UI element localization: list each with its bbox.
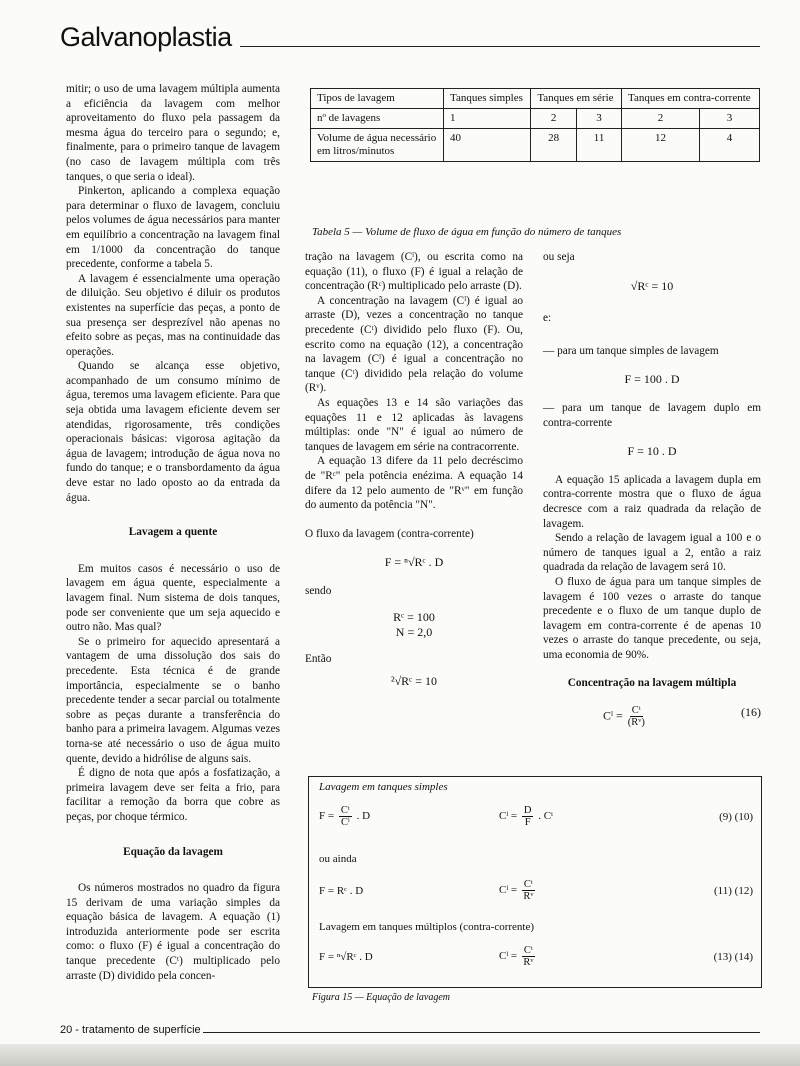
paragraph: A equação 13 difere da 11 pelo decréscimo de "Rᶜ" pela potência enézima. A equação 14 difere da 12 pelo aumento de "Rᵛ" em função do aumento da potência "N".	[305, 455, 523, 512]
fraction	[522, 879, 535, 902]
footer-text: 20 - tratamento de superfície	[60, 1024, 201, 1036]
page-footer	[60, 1024, 760, 1036]
page-header	[60, 22, 760, 53]
equation: √Rᶜ = 10	[630, 278, 674, 293]
table-cell: 28	[531, 129, 577, 162]
numerator: Cᵗ	[523, 879, 533, 890]
equation: F = 100 . D	[624, 372, 680, 387]
equation-lhs: Cˡ =	[499, 810, 518, 823]
paragraph: e:	[543, 312, 552, 325]
table-cell: nº de lavagens	[311, 109, 444, 129]
paragraph: tração na lavagem (Cˡ), ou escrita como na equação (11), o fluxo (F) é igual a relação de concentração (Rᶜ) multiplicado pelo arraste (D).	[305, 251, 523, 293]
table-header-row	[311, 89, 760, 109]
equation: F = 10 . D	[627, 444, 677, 459]
table-cell: 12	[622, 129, 700, 162]
table-cell: 2	[622, 109, 700, 129]
numerator: Cᵗ	[340, 805, 350, 816]
figure-15-box	[308, 776, 762, 988]
equation-lhs: Cˡ =	[499, 884, 518, 897]
equation-lhs: F =	[319, 810, 335, 823]
paragraph: Quando se alcança esse objetivo, acompanhado de um consumo mínimo de água, teremos uma lavagem eficiente. Para que seja obtida uma lavagem eficiente devem ser atendidas, rigorosamente, três condições operacionais básicas: vigorosa agitação da água de lavagem; introdução de água nova no fundo do tanque; e o transbordamento da água deve estar no lado oposto ao da entrada da água.	[66, 360, 280, 504]
denominator: (Rᵛ)	[627, 717, 645, 729]
paragraph: A lavagem é essencialmente uma operação de diluição. Seu objetivo é diluir os produtos existentes na superfície das peças, a ponto de sua presença ser desprezível não apenas no efeito sobre as peças, mas na continuidade das operações.	[66, 272, 280, 358]
figure-subtitle: Lavagem em tanques simples	[319, 781, 448, 793]
section-heading: Concentração na lavagem múltipla	[567, 677, 737, 690]
table-header-cell: Tipos de lavagem	[311, 89, 444, 109]
table-cell: 3	[699, 109, 759, 129]
paragraph: Então	[305, 652, 332, 665]
section-heading: Lavagem a quente	[128, 526, 218, 539]
equation-lhs: Cˡ =	[499, 950, 518, 963]
equation-number: (13) (14)	[713, 950, 753, 963]
equation-number: (9) (10)	[719, 810, 753, 823]
header-rule	[240, 46, 760, 47]
equation: F = Rᶜ . D	[319, 884, 364, 897]
fraction	[522, 805, 534, 828]
table-header-cell: Tanques simples	[444, 89, 531, 109]
denominator: Rᵛ	[523, 957, 534, 968]
paragraph: mitir; o uso de uma lavagem múltipla aumenta a eficiência da lavagem com melhor aproveitamento do fluxo pela passagem da mesma água do terceiro para o segundo; e, finalmente, para o primeiro tanque de lavagem (no caso de lavagem múltipla com três tanques, o que seria o ideal).	[66, 83, 280, 183]
equation-row	[319, 805, 753, 828]
table-cell: 1	[444, 109, 531, 129]
page-title: Galvanoplastia	[60, 22, 232, 52]
equation: F = ⁿ√Rᶜ . D	[384, 555, 444, 570]
paragraph: O fluxo de água para um tanque simples de lavagem é 100 vezes o arraste do tanque precedente e o fluxo de um tanque duplo de lavagem em contra-corrente é de apenas 10 vezes o arraste do tanque precedente, ou seja, uma economia de 90%.	[543, 575, 761, 661]
paragraph: A equação 15 aplicada a lavagem dupla em contra-corrente mostra que o fluxo de água decresce com a raiz quadrada da relação de lavagem.	[543, 473, 761, 530]
equation-row	[319, 945, 753, 968]
equation-tail: . Cᵗ	[538, 810, 554, 823]
table-cell: Volume de água necessário em litros/minutos	[311, 129, 444, 162]
paragraph: A concentração na lavagem (Cˡ) é igual ao arraste (D), vezes a concentração no tanque precedente (Cᵗ) dividido pelo fluxo (F). Ou, escrito como na equação (12), a concentração na lavagem (Cˡ) é igual a concentração no tanque (Cᵗ) dividido pela relação do volume (Rᵛ).	[305, 294, 523, 395]
denominator: Rᵛ	[523, 891, 534, 902]
equation-tail: . D	[356, 810, 371, 823]
paragraph: O fluxo da lavagem (contra-corrente)	[305, 527, 474, 540]
section-heading: Equação da lavagem	[123, 845, 223, 858]
footer-rule	[203, 1032, 760, 1033]
table-cell: 40	[444, 129, 531, 162]
equation: F = ⁿ√Rᶜ . D	[319, 950, 373, 963]
equation-16	[543, 705, 761, 728]
paragraph: Se o primeiro for aquecido apresentará a vantagem de uma dissolução dos sais do precedente. Esta técnica é de grande importância, especialmente se o banho precedente tender a secar parcial ou totalmente sobre as peças durante a transferência do banho para a primeira lavagem. Algumas vezes torna-se até necessário o uso de água muito quente, devido a hidrólise de alguns sais.	[66, 635, 280, 765]
fraction	[522, 945, 535, 968]
numerator: Cᵗ	[523, 945, 533, 956]
fraction	[628, 705, 645, 728]
equation-number: (16)	[741, 705, 761, 720]
equation: ²√Rᶜ = 10	[390, 674, 438, 689]
column-3	[543, 250, 761, 742]
equation: N = 2,0	[395, 625, 433, 640]
numerator: Cᵗ	[631, 705, 641, 717]
table-cell: 11	[577, 129, 622, 162]
table-cell: 2	[531, 109, 577, 129]
equation-lhs: Cˡ =	[603, 708, 623, 723]
equation-row	[319, 879, 753, 902]
paragraph: As equações 13 e 14 são variações das equações 11 e 12 aplicadas às lavagens múltiplas: onde "N" é igual ao número de tanques de lavagem em série na contracorrente.	[305, 396, 523, 453]
paragraph: Pinkerton, aplicando a complexa equação para determinar o fluxo de lavagem, concluiu pelos volumes de água necessários para manter em equilíbrio a concentração na lavagem final em 1/1000 da concentração do tanque precedente, conforme a tabela 5.	[66, 185, 280, 271]
table-cell: 4	[699, 129, 759, 162]
table-caption: Tabela 5 — Volume de fluxo de água em função do número de tanques	[312, 226, 622, 238]
numerator: D	[523, 805, 532, 816]
paragraph: ou seja	[543, 251, 575, 263]
equation: Rᶜ = 100	[393, 610, 435, 625]
paragraph: É digno de nota que após a fosfatização, a primeira lavagem deve ser feita a frio, para facilitar a remoção da borra que cobre as peças, por choque térmico.	[66, 767, 280, 823]
figure-subtitle: Lavagem em tanques múltiplos (contra-corrente)	[319, 921, 535, 933]
paragraph: — para um tanque de lavagem duplo em contra-corrente	[543, 401, 761, 429]
paragraph: sendo	[305, 584, 332, 597]
paragraph: Os números mostrados no quadro da figura 15 derivam de uma variação simples da equação básica de lavagem. A equação (1) introduzida anteriormente pode ser escrita como: o fluxo (F) é igual a concentração do tanque precedente (Cᵗ) multiplicado pelo arraste (D) dividido pela concen-	[66, 882, 280, 982]
paragraph: Sendo a relação de lavagem igual a 100 e o número de tanques igual a 2, então a raiz quadrada da relação de lavagem será 10.	[543, 532, 761, 574]
figure-text: ou ainda	[319, 853, 357, 865]
column-2	[305, 250, 523, 703]
table-header-cell: Tanques em contra-corrente	[622, 89, 760, 109]
figure-caption: Figura 15 — Equação de lavagem	[312, 992, 451, 1003]
paragraph: — para um tanque simples de lavagem	[543, 344, 719, 357]
column-1	[66, 82, 280, 983]
fraction	[339, 805, 352, 828]
equation-number: (11) (12)	[714, 884, 753, 897]
table-row	[311, 109, 760, 129]
table-header-cell: Tanques em série	[531, 89, 622, 109]
table-cell: 3	[577, 109, 622, 129]
table-row	[311, 129, 760, 162]
scan-edge	[0, 1044, 800, 1066]
table-5	[310, 88, 760, 162]
denominator: F	[524, 817, 531, 828]
paragraph: Em muitos casos é necessário o uso de lavagem em água quente, especialmente a lavagem final. Num sistema de dois tanques, pode ser conveniente que um seja aquecido e outro não. Mas qual?	[66, 562, 280, 634]
denominator: Cˡ	[340, 817, 350, 828]
